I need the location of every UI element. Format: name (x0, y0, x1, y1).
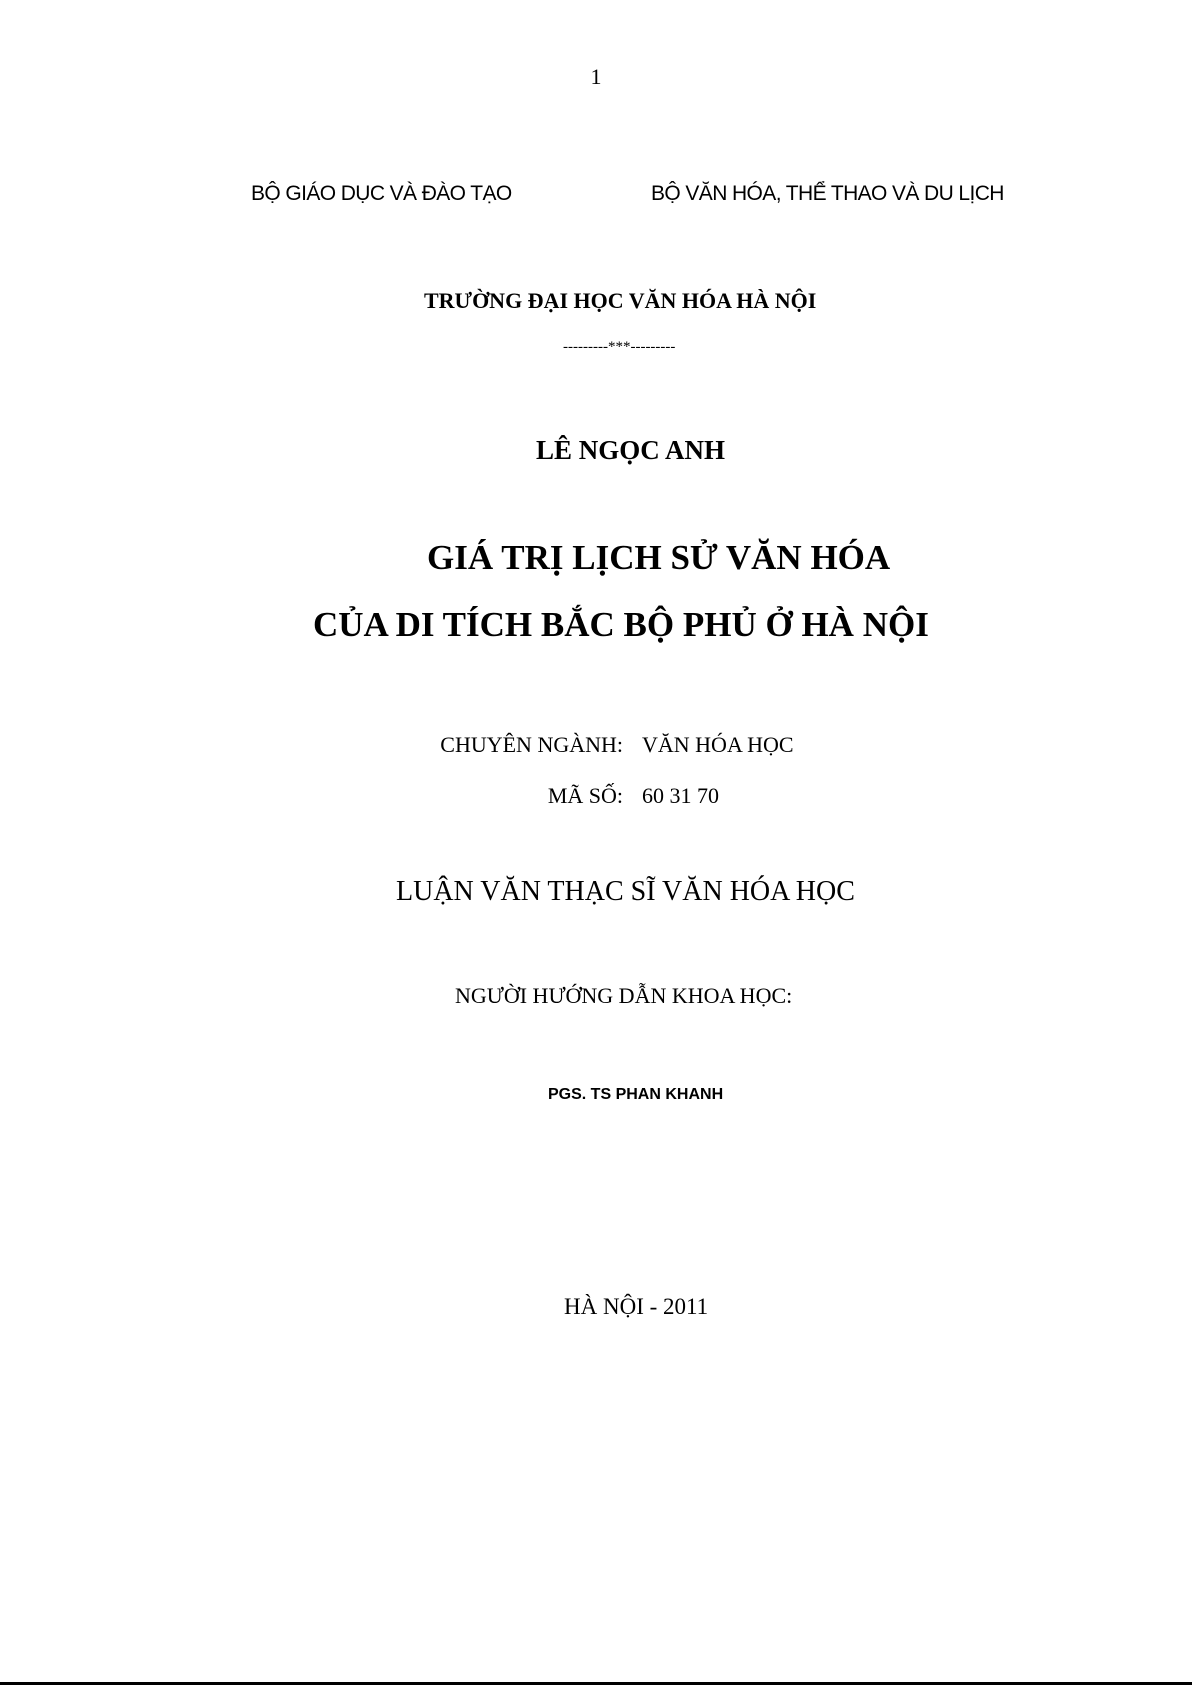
advisor-label: NGƯỜI HƯỚNG DẪN KHOA HỌC: (455, 983, 793, 1008)
major-value: VĂN HÓA HỌC (642, 732, 794, 757)
ministry-of-education: BỘ GIÁO DỤC VÀ ĐÀO TẠO (251, 182, 512, 205)
page-number: 1 (590, 64, 602, 89)
degree-title: LUẬN VĂN THẠC SĨ VĂN HÓA HỌC (396, 876, 855, 907)
place-and-year: HÀ NỘI - 2011 (564, 1294, 709, 1319)
code-value: 60 31 70 (642, 783, 719, 808)
thesis-title-line-1: GIÁ TRỊ LỊCH SỬ VĂN HÓA (427, 538, 891, 577)
ministry-of-culture: BỘ VĂN HÓA, THỂ THAO VÀ DU LỊCH (651, 182, 1004, 205)
author-name: LÊ NGỌC ANH (536, 435, 726, 465)
major-label: CHUYÊN NGÀNH: (440, 732, 623, 757)
thesis-title-line-2: CỦA DI TÍCH BẮC BỘ PHỦ Ở HÀ NỘI (313, 605, 929, 644)
code-label: MÃ SỐ: (547, 783, 623, 808)
advisor-name: PGS. TS PHAN KHANH (548, 1086, 724, 1103)
separator: ---------***--------- (563, 339, 676, 355)
university-name: TRƯỜNG ĐẠI HỌC VĂN HÓA HÀ NỘI (424, 288, 817, 313)
